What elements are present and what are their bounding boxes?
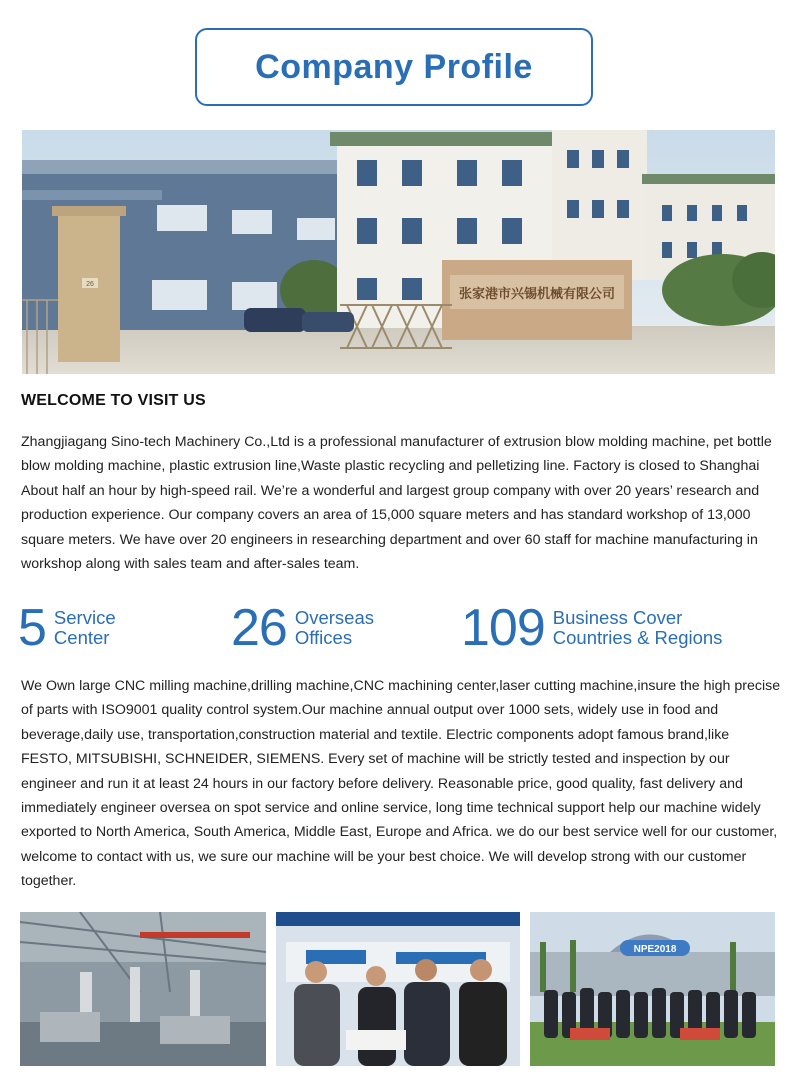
gate-sign: 张家港市兴锡机械有限公司: [458, 287, 616, 302]
stat-number: 26: [231, 599, 287, 657]
intro-paragraph: Zhangjiagang Sino-tech Machinery Co.,Ltd is a professional manufacturer of extrusion blow molding machine, pet bottle blow molding machine, plastic extrusion line,Waste plastic recycling and pelletizing line. Factory is closed to Shanghai About half an hour by high-speed rail. We’re a wonderful and largest group company with over 20 years’ research and production experience. Our company covers an area of 15,000 square meters and has standard workshop of 13,000 square meters. We have over 20 engineers in researching department and over 60 staff for machine manufacturing in workshop along with sales team and after-sales team.: [21, 434, 772, 573]
stat-overseas-offices: [231, 600, 374, 656]
stat-label: Service Center: [53, 607, 116, 648]
stat-number: 5: [18, 599, 46, 657]
stat-label: Overseas Offices: [294, 607, 375, 648]
gate-number: 26: [86, 281, 94, 288]
stat-label: Business Cover Countries & Regions: [552, 607, 723, 648]
details-paragraph: We Own large CNC milling machine,drilling machine,CNC machining center,laser cutting machine,insure the high precise of parts with ISO9001 quality control system.Our machine annual output over 1000 sets, widely use in food and beverage,daily use, transportation,construction material and textile. Electric components adopt famous brand,like FESTO, MITSUBISHI, SCHNEIDER, SIEMENS. Every set of machine will be strictly tested and inspection by our engineer and run it at least 24 hours in our factory before delivery. Reasonable price, good quality, fast delivery and immediately engineer oversea on spot service and online service, long time technical support help our machine widely exported to North America, South America, Middle East, Europe and Africa. we do our best service well for our customer, welcome to contact with us, we sure our machine will be your best choice. We will develop strong with our customer together.: [21, 678, 781, 890]
title-box: [195, 28, 593, 106]
npe-group-photo: [530, 912, 775, 1066]
exhibition-booth-photo: [276, 912, 520, 1066]
stat-business-cover: [461, 600, 722, 656]
factory-photo: [22, 130, 775, 374]
exhibition-banner: NPE2018: [633, 944, 677, 955]
page-title: Company Profile: [255, 47, 533, 86]
stat-service-center: [18, 600, 116, 656]
workshop-photo: [20, 912, 266, 1066]
stat-number: 109: [461, 599, 545, 657]
welcome-heading: WELCOME TO VISIT US: [21, 392, 206, 409]
